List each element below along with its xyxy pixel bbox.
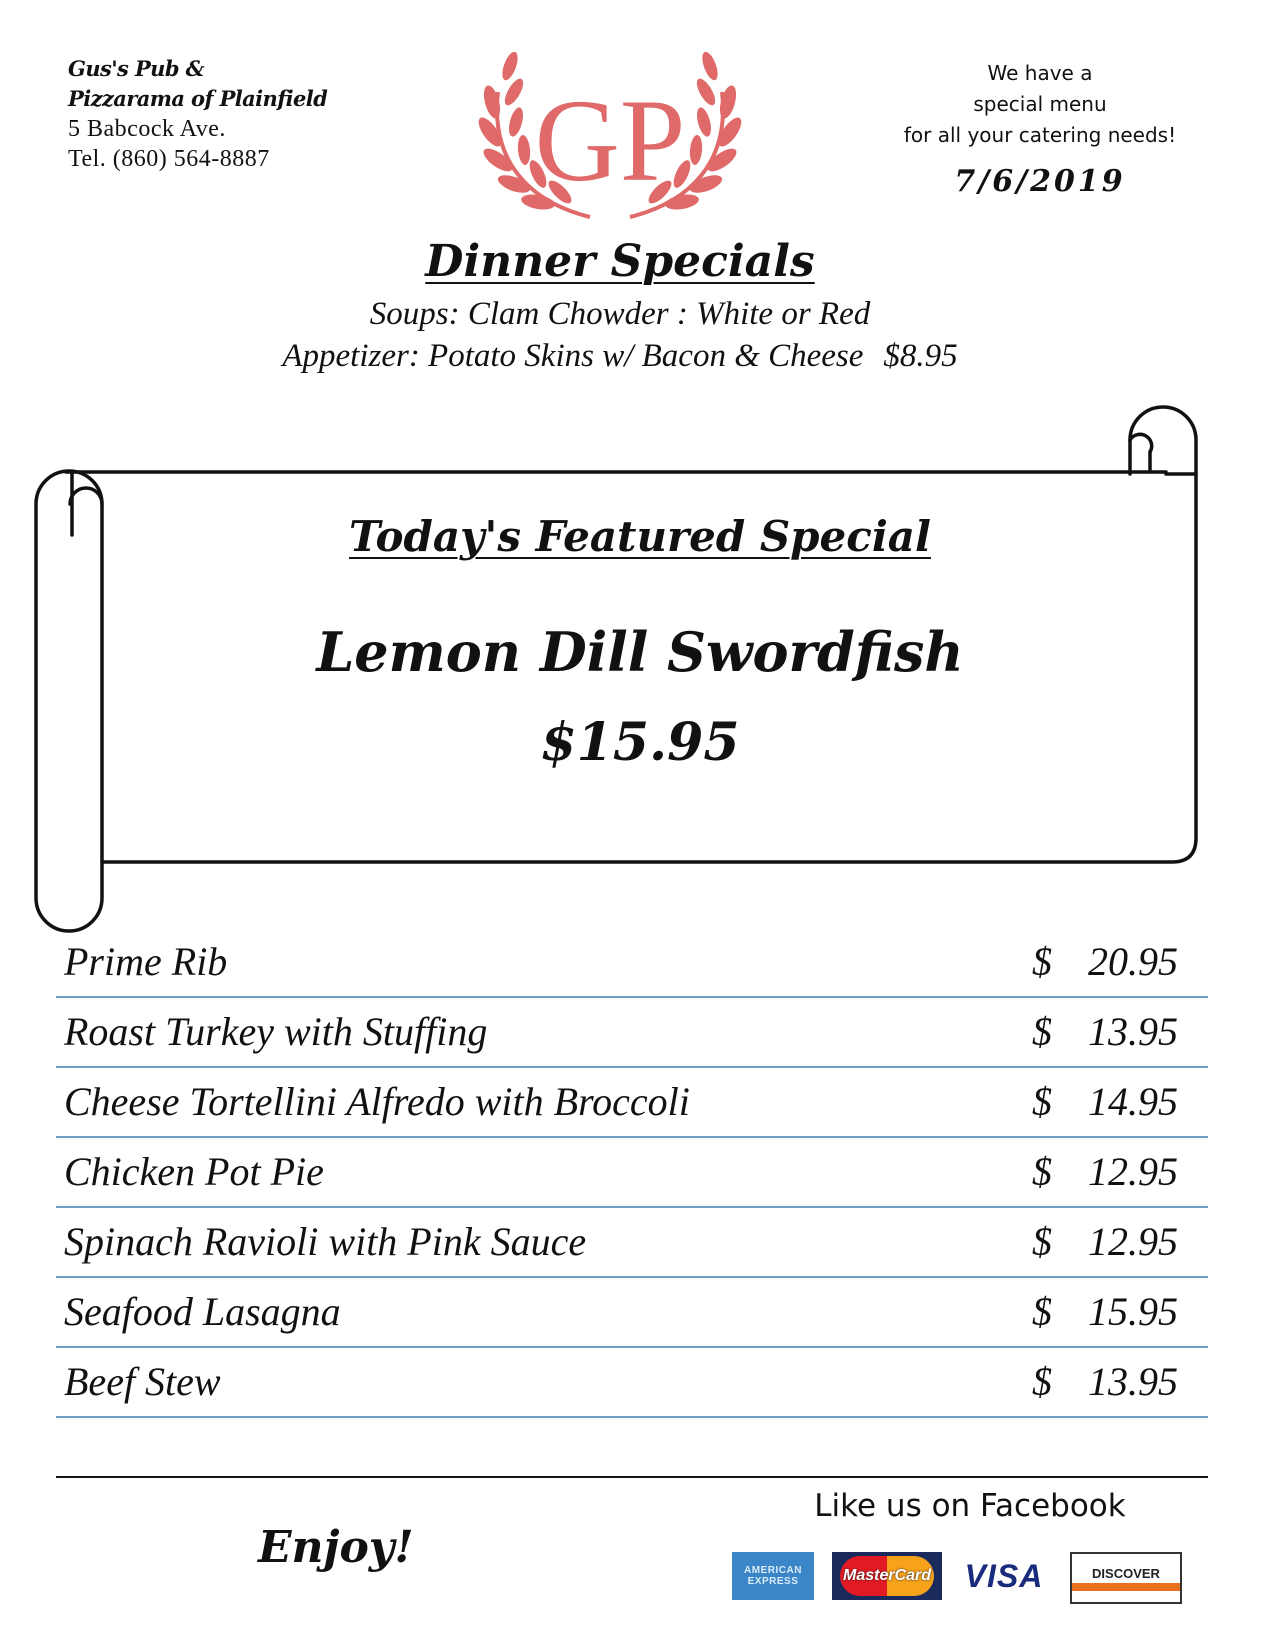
menu-item-currency: $ <box>1032 939 1052 984</box>
menu-item-name: Seafood Lasagna <box>64 1289 341 1334</box>
menu-list <box>56 928 1208 1418</box>
menu-item-currency: $ <box>1032 1219 1052 1264</box>
menu-item-price: 20.95 <box>1088 939 1178 984</box>
visa-label: VISA <box>964 1557 1044 1594</box>
menu-item <box>56 998 1208 1068</box>
amex-line2: EXPRESS <box>747 1576 799 1587</box>
menu-item-price: 12.95 <box>1088 1149 1178 1194</box>
menu-item <box>56 1138 1208 1208</box>
menu-item <box>56 1278 1208 1348</box>
appetizer-line <box>160 338 1080 375</box>
dinner-specials-title-text: Dinner Specials <box>425 236 815 287</box>
catering-line2: special menu <box>973 92 1107 116</box>
business-name-line1: Gus's Pub & <box>68 56 205 81</box>
menu-item-currency: $ <box>1032 1149 1052 1194</box>
amex-line1: AMERICAN <box>744 1565 802 1576</box>
dinner-specials-title <box>300 236 940 287</box>
logo-monogram: GP <box>534 75 686 206</box>
enjoy-text: Enjoy! <box>258 1522 414 1573</box>
menu-item-price: 14.95 <box>1088 1079 1178 1124</box>
gp-laurel-logo <box>470 52 750 224</box>
menu-item-name: Chicken Pot Pie <box>64 1149 324 1194</box>
footer-divider <box>56 1476 1208 1478</box>
menu-item-name: Cheese Tortellini Alfredo with Broccoli <box>64 1079 690 1124</box>
discover-label: DISCOVER <box>1092 1565 1160 1581</box>
catering-note <box>880 58 1200 151</box>
menu-item-price: 15.95 <box>1088 1289 1178 1334</box>
menu-item-currency: $ <box>1032 1079 1052 1124</box>
menu-item-currency: $ <box>1032 1289 1052 1334</box>
business-address: 5 Babcock Ave. <box>68 116 226 142</box>
discover-card-icon <box>1070 1552 1182 1604</box>
business-phone: Tel. (860) 564-8887 <box>68 146 270 172</box>
menu-item-name: Beef Stew <box>64 1359 221 1404</box>
menu-item-currency: $ <box>1032 1359 1052 1404</box>
business-info <box>68 54 368 174</box>
menu-item <box>56 1348 1208 1418</box>
mastercard-icon <box>832 1552 942 1600</box>
menu-item-price: 13.95 <box>1088 1359 1178 1404</box>
business-name-line2: Pizzarama of Plainfield <box>68 86 328 111</box>
appetizer-price: $8.95 <box>883 338 958 374</box>
menu-item-name: Spinach Ravioli with Pink Sauce <box>64 1219 587 1264</box>
featured-dish-price: $15.95 <box>540 712 740 773</box>
menu-item-price: 12.95 <box>1088 1219 1178 1264</box>
visa-card-icon <box>954 1552 1054 1600</box>
catering-line1: We have a <box>987 61 1093 85</box>
soups-line: Soups: Clam Chowder : White or Red <box>369 296 871 332</box>
mastercard-label: MasterCard <box>842 1567 932 1584</box>
featured-special-label-text: Today's Featured Special <box>349 512 931 561</box>
appetizer-label: Appetizer: Potato Skins w/ Bacon & Cheese <box>282 338 864 374</box>
menu-item <box>56 1068 1208 1138</box>
menu-item-name: Roast Turkey with Stuffing <box>64 1009 488 1054</box>
menu-date: 7/6/2019 <box>954 164 1126 199</box>
featured-special-label <box>300 512 980 561</box>
amex-card-icon <box>732 1552 814 1600</box>
menu-item-name: Prime Rib <box>64 939 228 984</box>
facebook-link[interactable]: Like us on Facebook <box>814 1488 1126 1524</box>
menu-item-currency: $ <box>1032 1009 1052 1054</box>
menu-item <box>56 1208 1208 1278</box>
menu-item <box>56 928 1208 998</box>
menu-item-price: 13.95 <box>1088 1009 1178 1054</box>
catering-line3: for all your catering needs! <box>903 123 1177 147</box>
featured-dish-name: Lemon Dill Swordfish <box>316 620 964 684</box>
